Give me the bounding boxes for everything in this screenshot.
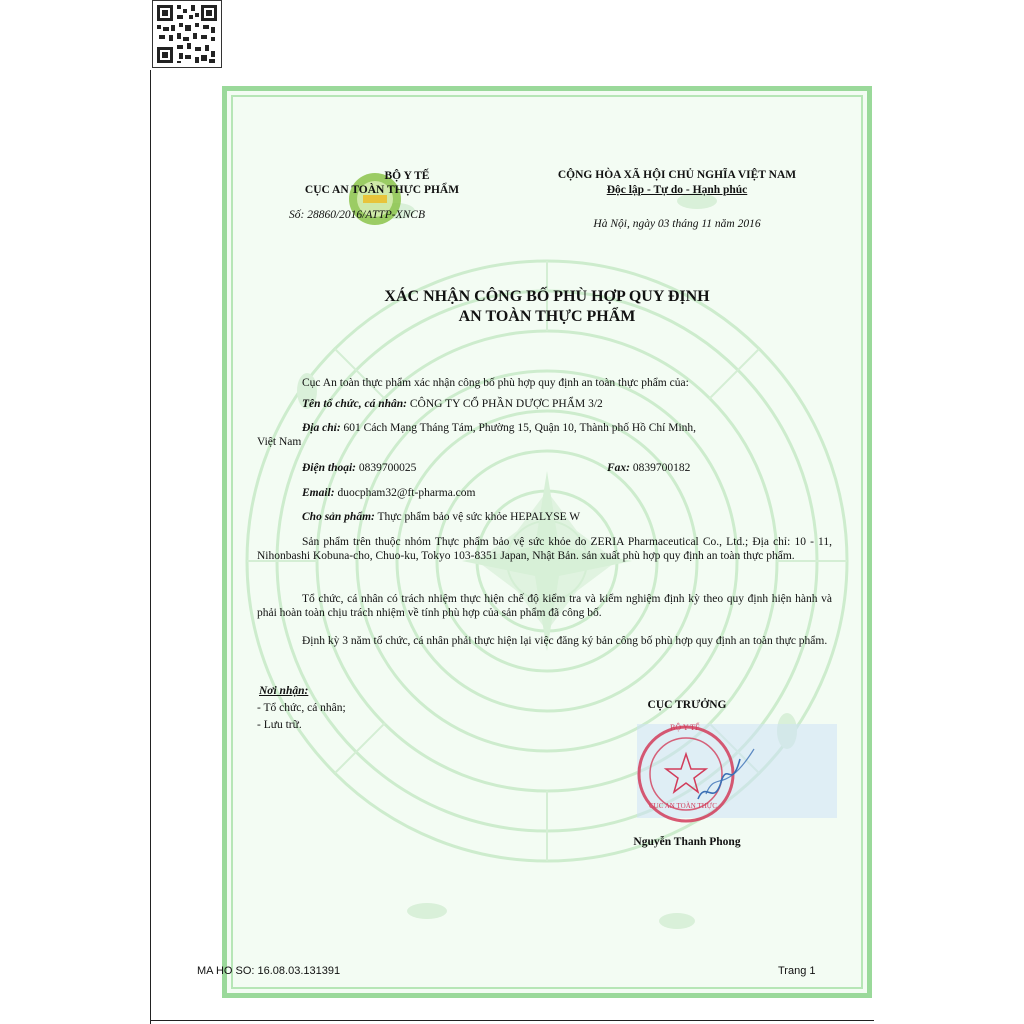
stamp-bottom-text: CỤC AN TOÀN THỰC xyxy=(649,802,717,810)
header-department: CỤC AN TOÀN THỰC PHẨM xyxy=(304,184,460,196)
qr-code-icon xyxy=(152,0,222,68)
paragraph-responsibility: Tổ chức, cá nhân có trách nhiệm thực hiện chế độ kiểm tra và kiểm nghiệm định kỳ theo quy định hiện hành và phải hoàn toàn chịu trách nhiệm về tính phù hợp của sản phẩm đã công bố. xyxy=(257,593,832,619)
document-number: Số: 28860/2016/ATTP-XNCB xyxy=(289,209,425,221)
page-left-edge xyxy=(150,70,151,1024)
address-value-line2: Việt Nam xyxy=(257,436,302,448)
fax-row xyxy=(607,461,690,475)
issue-date: Hà Nội, ngày 03 tháng 11 năm 2016 xyxy=(593,218,761,230)
product-label: Cho sản phẩm: xyxy=(302,511,375,523)
product-row xyxy=(302,510,580,524)
page-number: Trang 1 xyxy=(778,965,816,977)
recipient-item: - Lưu trữ. xyxy=(257,719,302,731)
phone-row xyxy=(302,461,416,475)
email-row xyxy=(302,486,475,500)
certificate-document xyxy=(222,86,872,998)
org-value: CÔNG TY CỔ PHẦN DƯỢC PHẨM 3/2 xyxy=(409,398,603,410)
recipient-item: - Tổ chức, cá nhân; xyxy=(257,702,346,714)
signer-title: CỤC TRƯỞNG xyxy=(647,699,727,711)
email-label: Email: xyxy=(302,487,335,499)
paragraph-manufacturer: Sản phẩm trên thuộc nhóm Thực phẩm bảo vệ sức khỏe do ZERIA Pharmaceutical Co., Ltd.; Địa chỉ: 10 - 11, Nihonbashi Kobuna-cho, Chuo-ku, Tokyo 103-8351 Japan, Nhật Bản. sản xuất phù hợp quy định an toàn thực phẩm. xyxy=(257,536,832,562)
stamp-top-text: BỘ Y TẾ xyxy=(670,723,700,732)
address-row xyxy=(302,421,696,435)
header-republic: CỘNG HÒA XÃ HỘI CHỦ NGHĨA VIỆT NAM xyxy=(557,169,797,181)
header-ministry: BỘ Y TẾ xyxy=(384,170,430,182)
signer-name: Nguyễn Thanh Phong xyxy=(633,836,741,848)
phone-value: 0839700025 xyxy=(358,462,417,474)
header-motto: Độc lập - Tự do - Hạnh phúc xyxy=(606,184,748,196)
product-value: Thực phẩm bảo vệ sức khỏe HEPALYSE W xyxy=(377,511,581,523)
document-title-line2: AN TOÀN THỰC PHẨM xyxy=(458,308,636,325)
document-title-line1: XÁC NHẬN CÔNG BỐ PHÙ HỢP QUY ĐỊNH xyxy=(384,288,710,305)
email-value: duocpham32@ft-pharma.com xyxy=(337,487,476,499)
recipients-heading: Nơi nhận: xyxy=(259,685,309,697)
address-value: 601 Cách Mạng Tháng Tám, Phường 15, Quận 10, Thành phố Hồ Chí Minh, xyxy=(343,422,697,434)
org-label: Tên tổ chức, cá nhân: xyxy=(302,398,407,410)
fax-value: 0839700182 xyxy=(632,462,691,474)
fax-label: Fax: xyxy=(607,462,630,474)
phone-label: Điện thoại: xyxy=(302,462,356,474)
intro-text: Cục An toàn thực phẩm xác nhận công bố phù hợp quy định an toàn thực phẩm của: xyxy=(302,377,689,389)
org-row xyxy=(302,397,603,411)
paragraph-renewal: Định kỳ 3 năm tổ chức, cá nhân phải thực hiện lại việc đăng ký bản công bố phù hợp quy định an toàn thực phẩm. xyxy=(302,635,828,647)
page-bottom-edge xyxy=(150,1020,874,1021)
address-label: Địa chỉ: xyxy=(302,422,341,434)
record-number: MA HO SO: 16.08.03.131391 xyxy=(197,965,341,977)
